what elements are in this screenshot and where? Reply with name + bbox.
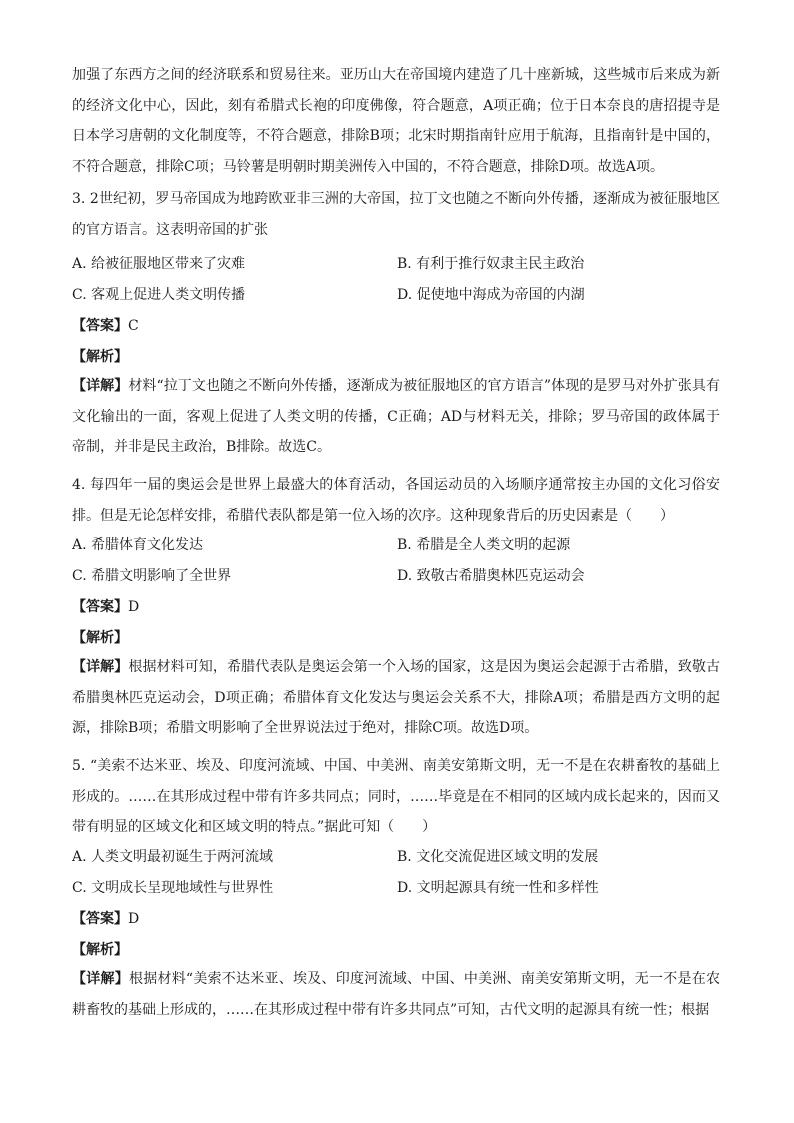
intro-paragraph: 加强了东西方之间的经济联系和贸易往来。亚历山大在帝国境内建造了几十座新城，这些城市后来成为新的经济文化中心，因此，刻有希腊式长袍的印度佛像，符合题意，A项正确；位于日本奈良的唐招提寺是日本学习唐朝的文化制度等，不符合题意，排除B项；北宋时期指南针应用于航海，且指南针是中国的，不符合题意，排除C项；马铃薯是明朝时期美洲传入中国的，不符合题意，排除D项。故选A项。 — [72, 67, 720, 175]
question-3-option-a: A. 给被征服地区带来了灾难 — [72, 256, 246, 272]
question-4-option-b: B. 希腊是全人类文明的起源 — [397, 537, 571, 553]
question-5-stem: 5. “美索不达米亚、埃及、印度河流域、中国、中美洲、南美安第斯文明，无一不是在农耕畜牧的基础上形成的。……在其形成过程中带有许多共同点；同时，……毕竟是在不相同的区域内成长起来的，因而又带有明显的区域文化和区域文明的特点。”据此可知（ ） — [72, 758, 720, 835]
question-3-option-d: D. 促使地中海成为帝国的内湖 — [397, 287, 585, 303]
answer-label: 【答案】 — [72, 318, 128, 334]
question-3-analysis-label: 【解析】 — [72, 349, 128, 365]
question-3-option-c: C. 客观上促进人类文明传播 — [72, 287, 246, 303]
question-3-stem: 3. 2世纪初，罗马帝国成为地跨欧亚非三洲的大帝国，拉丁文也随之不断向外传播，逐渐成为被征服地区的官方语言。这表明帝国的扩张 — [72, 191, 720, 238]
question-5-option-c: C. 文明成长呈现地域性与世界性 — [72, 880, 274, 896]
question-5-option-a: A. 人类文明最初诞生于两河流域 — [72, 849, 274, 865]
question-4-answer — [72, 597, 139, 617]
question-5-analysis-label: 【解析】 — [72, 942, 128, 958]
question-4-option-c: C. 希腊文明影响了全世界 — [72, 568, 232, 584]
detail-label: 【详解】 — [72, 659, 129, 675]
question-3-option-b: B. 有利于推行奴隶主民主政治 — [397, 256, 585, 272]
detail-label: 【详解】 — [72, 378, 129, 394]
question-3-answer — [72, 316, 139, 336]
question-5-option-b: B. 文化交流促进区域文明的发展 — [397, 849, 599, 865]
question-3-detail — [72, 371, 720, 463]
answer-label: 【答案】 — [72, 911, 128, 927]
question-5-detail — [72, 964, 720, 1025]
detail-text: 根据材料可知，希腊代表队是奥运会第一个入场的国家，这是因为奥运会起源于古希腊，致敬古希腊奥林匹克运动会，D项正确；希腊体育文化发达与奥运会关系不大，排除A项；希腊是西方文明的起源，排除B项；希腊文明影响了全世界说法过于绝对，排除C项。故选D项。 — [72, 659, 721, 736]
question-4-stem: 4. 每四年一届的奥运会是世界上最盛大的体育活动，各国运动员的入场顺序通常按主办国的文化习俗安排。但是无论怎样安排，希腊代表队都是第一位入场的次序。这种现象背后的历史因素是（ ） — [72, 477, 720, 524]
question-5-option-d: D. 文明起源具有统一性和多样性 — [397, 880, 599, 896]
answer-value: D — [128, 599, 140, 615]
question-4-analysis-label: 【解析】 — [72, 630, 128, 646]
answer-label: 【答案】 — [72, 599, 128, 615]
detail-text: 材料“拉丁文也随之不断向外传播，逐渐成为被征服地区的官方语言”体现的是罗马对外扩张具有文化输出的一面，客观上促进了人类文明的传播，C正确；AD与材料无关，排除；罗马帝国的政体属于帝制，并非是民主政治，B排除。故选C。 — [72, 378, 721, 455]
question-4-option-a: A. 希腊体育文化发达 — [72, 537, 204, 553]
question-4-detail — [72, 652, 720, 744]
answer-value: C — [128, 318, 139, 334]
question-5-answer — [72, 909, 139, 929]
question-4-option-d: D. 致敬古希腊奥林匹克运动会 — [397, 568, 585, 584]
detail-label: 【详解】 — [72, 971, 129, 987]
answer-value: D — [128, 911, 140, 927]
detail-text: 根据材料“美索不达米亚、埃及、印度河流域、中国、中美洲、南美安第斯文明，无一不是在农耕畜牧的基础上形成的，……在其形成过程中带有许多共同点”可知，古代文明的起源具有统一性；根据 — [72, 971, 721, 1018]
